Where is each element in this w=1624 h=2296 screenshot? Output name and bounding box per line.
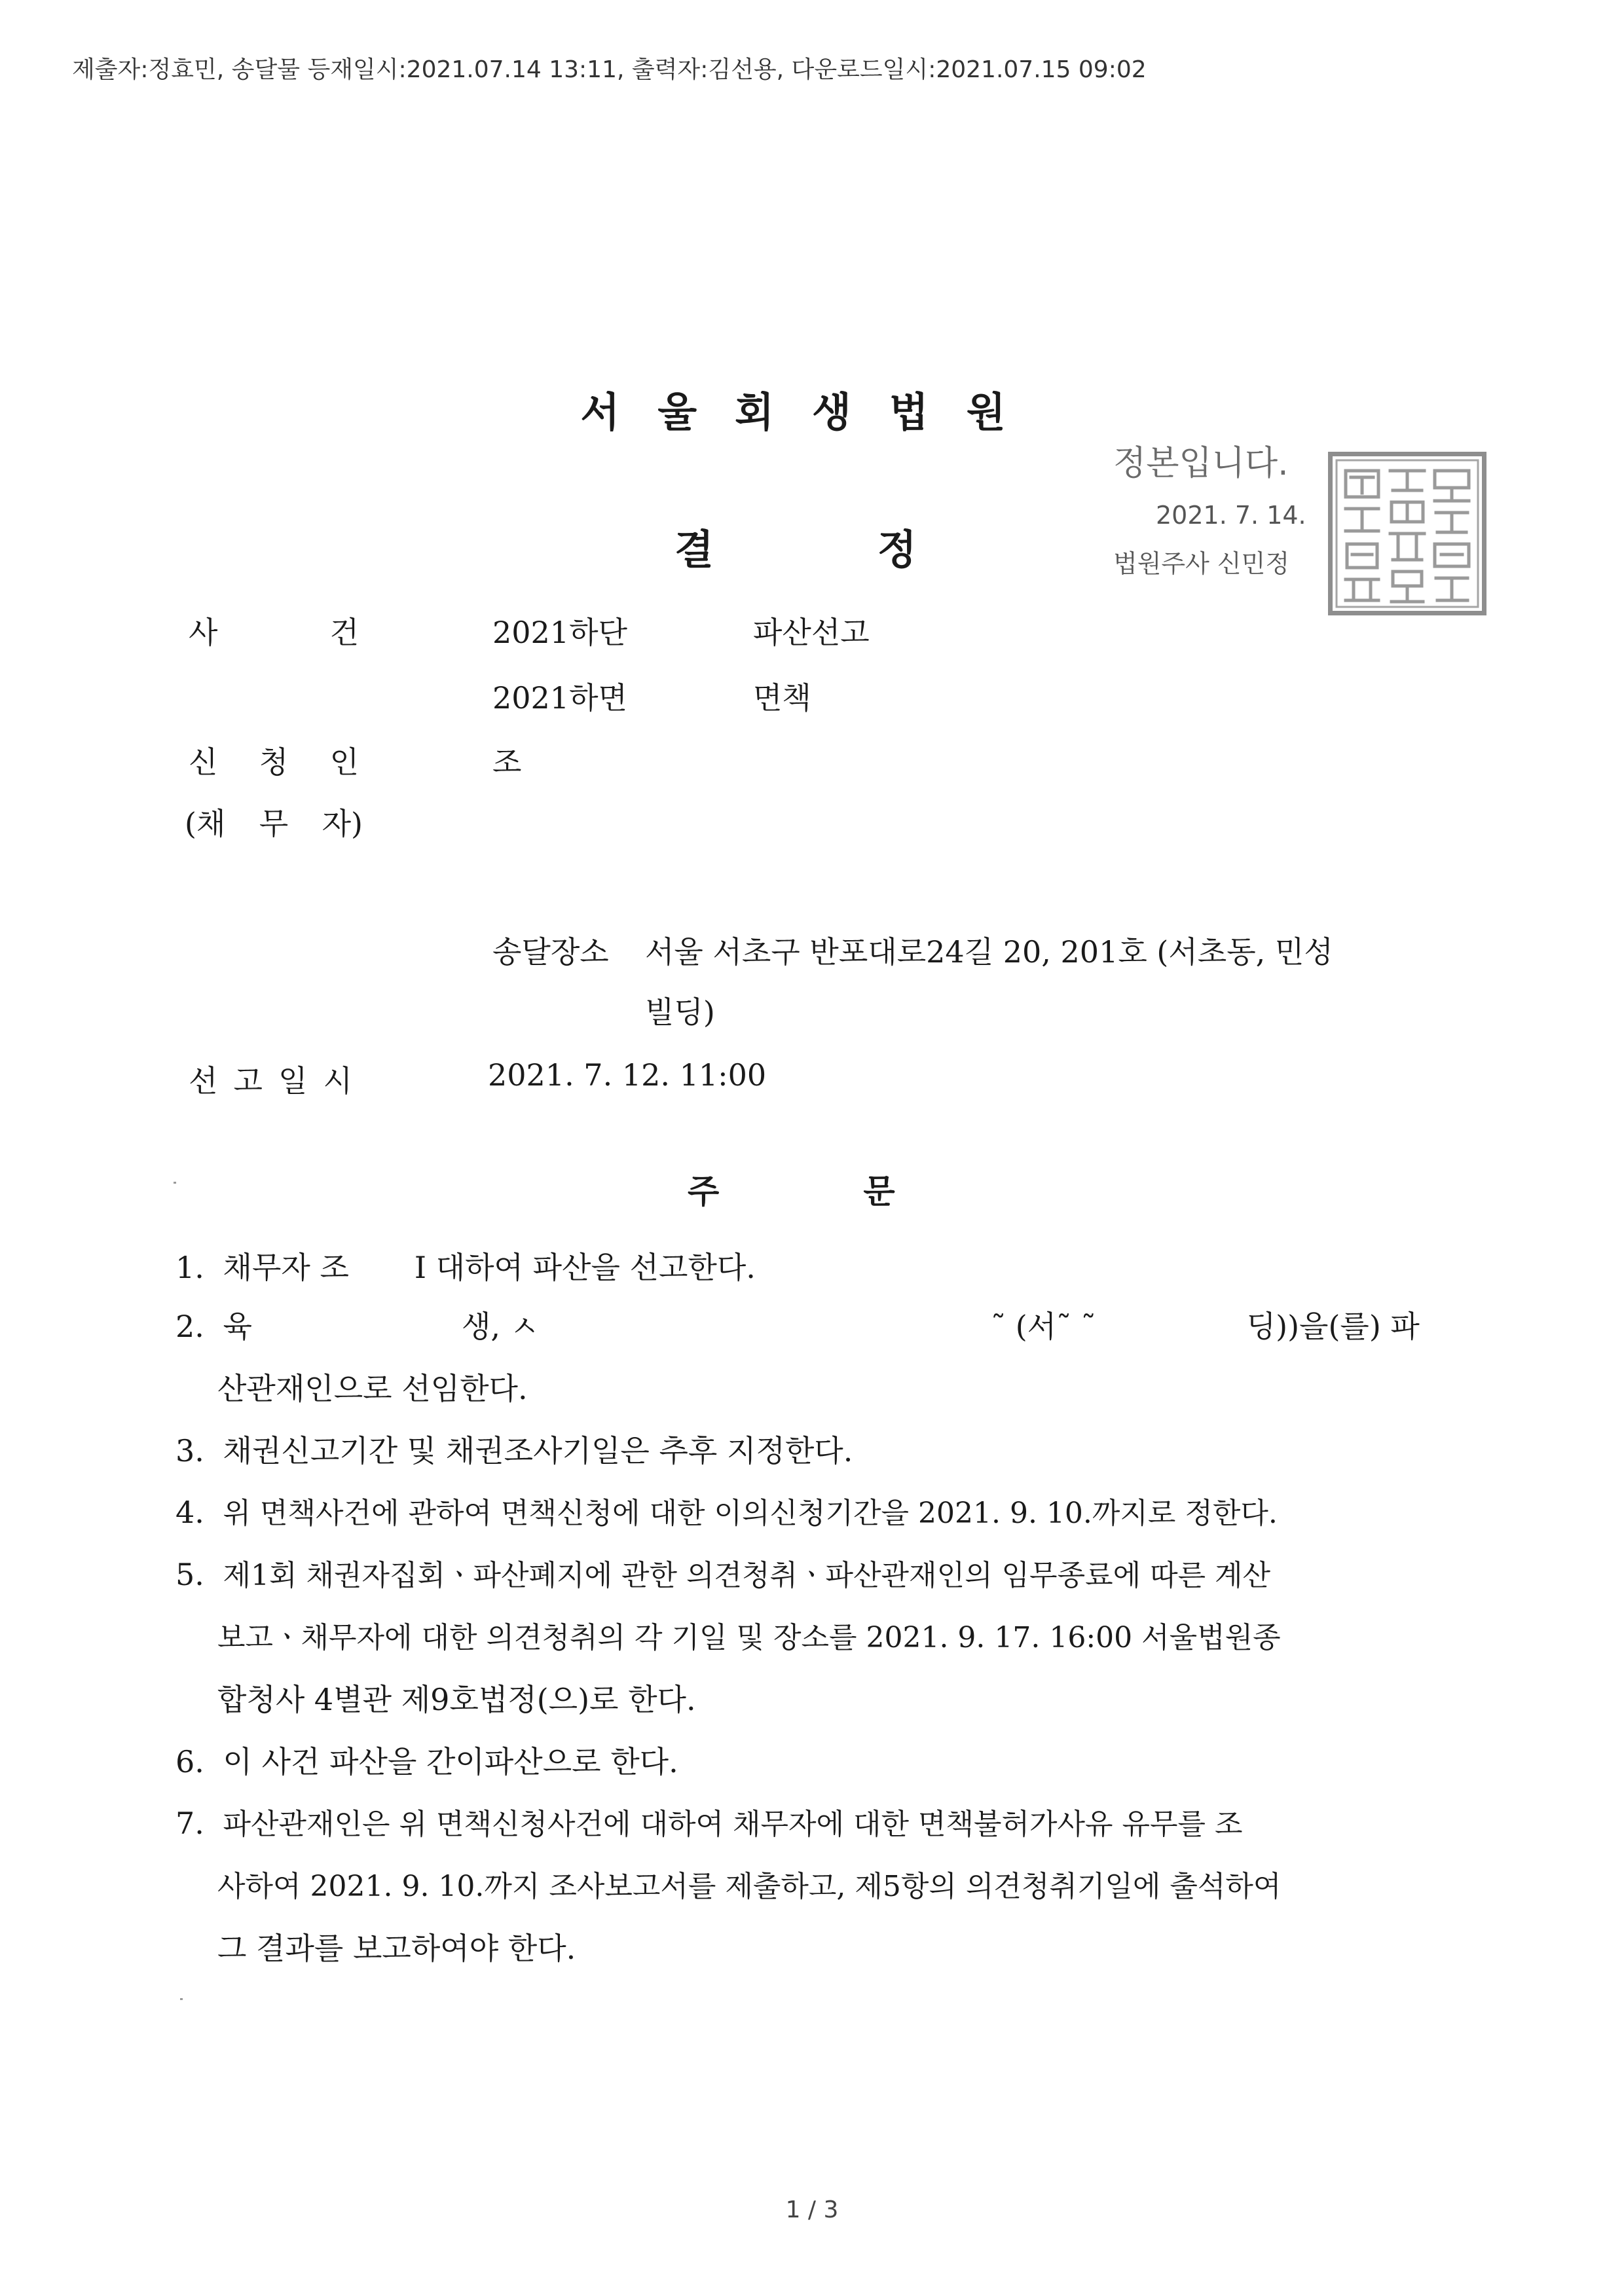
order-item-7-cont-1: 사하여 2021. 9. 10.까지 조사보고서를 제출하고, 제5항의 의견청취기일에 출석하여 <box>217 1870 1282 1903</box>
pronouncement-datetime: 2021. 7. 12. 11:00 <box>488 1057 767 1093</box>
applicant-label-char: 인 <box>329 744 359 780</box>
case-number-1: 2021하단 <box>492 615 627 650</box>
order-item-5-cont-1: 보고ㆍ채무자에 대한 의견청취의 각 기일 및 장소를 2021. 9. 17. 16:00 서울법원종 <box>217 1621 1281 1654</box>
item-text: 생, ㅅ <box>461 1309 540 1344</box>
pronouncement-label-char: 고 <box>233 1063 263 1099</box>
item-text: 파산관재인은 위 면책신청사건에 대하여 채무자에 대한 면책불허가사유 유무를 조 <box>223 1808 1243 1841</box>
order-item-4 <box>175 1489 1278 1531</box>
page-number: 1 / 3 <box>785 2196 839 2223</box>
item-number: 6. <box>175 1744 204 1779</box>
order-item-7-cont-2: 그 결과를 보고하여야 한다. <box>217 1931 576 1966</box>
order-item-2 <box>175 1303 1420 1346</box>
applicant-label-char: 청 <box>259 744 289 780</box>
item-number: 7. <box>175 1806 204 1841</box>
certified-copy-title: 정본입니다. <box>1113 444 1289 483</box>
order-item-2-cont: 산관재인으로 선임한다. <box>217 1371 528 1406</box>
item-text: 육 <box>223 1309 252 1344</box>
case-label-char: 사 <box>189 615 218 650</box>
document-meta-line: 제출자:정효민, 송달물 등재일시:2021.07.14 13:11, 출력자:김선용, 다운로드일시:2021.07.15 09:02 <box>72 56 1147 83</box>
document-type-char-1: 결 <box>674 526 714 574</box>
applicant-label-char: 신 <box>189 744 218 780</box>
document-type-title <box>674 517 917 575</box>
service-address-line-1: 서울 서초구 반포대로24길 20, 201호 (서초동, 민성 <box>645 934 1333 970</box>
role-label-char: 무 <box>259 806 289 841</box>
order-title-char-2: 문 <box>863 1173 895 1211</box>
case-number-2: 2021하면 <box>492 680 627 716</box>
role-label-char: (채 <box>185 806 226 841</box>
item-number: 3. <box>175 1433 204 1468</box>
case-type-1: 파산선고 <box>753 615 870 650</box>
item-text: 위 면책사건에 관하여 면책신청에 대한 이의신청기간을 2021. 9. 10.까지로 정한다. <box>223 1497 1278 1530</box>
item-number: 4. <box>175 1495 204 1530</box>
document-type-char-2: 정 <box>877 526 917 574</box>
item-text: I 대하여 파산을 선고한다. <box>414 1250 756 1285</box>
pronouncement-label <box>189 1057 352 1101</box>
pronouncement-label-char: 일 <box>278 1063 308 1099</box>
court-name: 서울회생법원 <box>580 388 1044 436</box>
item-text: 채무자 조 <box>223 1250 349 1285</box>
scan-speck <box>180 1998 183 2000</box>
order-title <box>688 1165 895 1212</box>
pronouncement-label-char: 시 <box>323 1063 352 1099</box>
certified-copy-clerk: 법원주사 신민정 <box>1113 549 1290 578</box>
order-item-5-cont-2: 합청사 4별관 제9호법정(으)로 한다. <box>217 1682 696 1717</box>
item-text: 딩))을(를) 파 <box>1246 1309 1420 1344</box>
case-label <box>189 609 359 652</box>
item-text: 이 사건 파산을 간이파산으로 한다. <box>223 1744 678 1779</box>
service-address-label: 송달장소 <box>492 934 609 970</box>
order-item-6 <box>175 1738 678 1781</box>
case-type-2: 면책 <box>753 680 811 716</box>
role-label-char: 자) <box>322 806 363 841</box>
order-title-char-1: 주 <box>688 1173 720 1211</box>
applicant-label <box>189 738 359 782</box>
order-item-5 <box>175 1552 1270 1594</box>
applicant-role-label <box>185 800 363 843</box>
court-seal-icon <box>1333 456 1482 611</box>
order-item-7 <box>175 1800 1243 1842</box>
item-number: 2. <box>175 1309 204 1344</box>
certified-copy-date: 2021. 7. 14. <box>1156 501 1306 530</box>
item-text: 제1회 채권자집회ㆍ파산폐지에 관한 의견청취ㆍ파산관재인의 임무종료에 따른 계산 <box>223 1559 1271 1592</box>
order-item-3 <box>175 1427 853 1470</box>
item-text: ˜ (서˜ ˜ <box>991 1309 1096 1344</box>
scan-speck <box>174 1182 176 1184</box>
court-seal-stamp <box>1328 452 1486 615</box>
order-item-1 <box>175 1244 756 1287</box>
pronouncement-label-char: 선 <box>189 1063 218 1099</box>
item-number: 1. <box>175 1250 204 1285</box>
case-label-char: 건 <box>329 615 359 650</box>
item-number: 5. <box>175 1557 204 1592</box>
applicant-name: 조 <box>492 744 522 780</box>
item-text: 채권신고기간 및 채권조사기일은 추후 지정한다. <box>223 1433 853 1468</box>
service-address-line-2: 빌딩) <box>645 994 715 1030</box>
